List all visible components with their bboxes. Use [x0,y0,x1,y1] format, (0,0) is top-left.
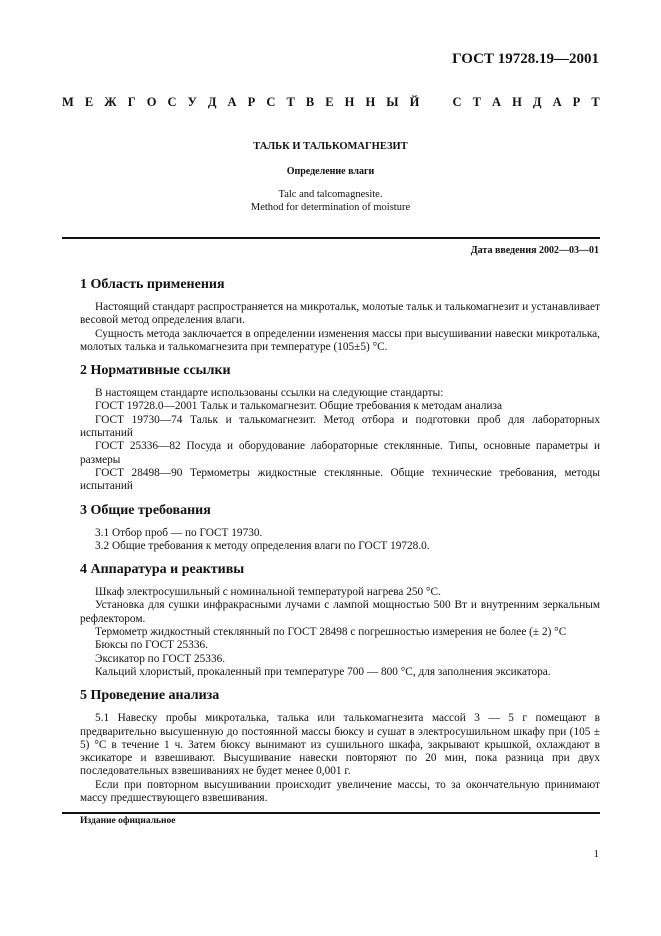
banner-letter: А [552,95,562,109]
banner-letter: Д [532,95,542,109]
document-code: ГОСТ 19728.19—2001 [452,51,599,67]
edition-label: Издание официальное [80,816,176,826]
english-subtitle: Method for determination of moisture [250,202,411,213]
paragraph: 5.1 Навеску пробы микроталька, талька или талькомагнезита массой 3 — 5 г помещают в предварительно высушенную до постоянной массы бюксу и сушат в электросушильном шкафу при (105 ± 5) °С в течение 1 ч. Затем бюксу вынимают из сушильного шкафа, закрывают крышкой, охлаждают в эксикаторе и взвешивают. Высушивание навески повторяют по 20 мин, пока разница при двух последовательных взвешиваниях не будет менее 0,001 г. [80,712,600,778]
banner-letter: С [266,95,276,109]
banner-letter: С [167,95,177,109]
banner-letter: Н [344,95,355,109]
banner-letter: У [187,95,197,109]
paragraph: ГОСТ 19728.0—2001 Тальк и талькомагнезит. Общие требования к методам анализа [95,400,503,413]
section-heading: 2 Нормативные ссылки [80,363,231,379]
interstate-standard-banner [62,95,600,110]
section [80,562,600,679]
paragraph: ГОСТ 25336—82 Посуда и оборудование лабораторные стеклянные. Типы, основные параметры и размеры [80,440,600,466]
paragraph: Термометр жидкостный стеклянный по ГОСТ 28498 с погрешностью измерения не более (± 2) °С [95,626,567,639]
paragraph: Настоящий стандарт распространяется на микротальк, молотые тальк и талькомагнезит и устанавливает весовой метод определения влаги. [80,301,600,327]
banner-letter: Д [207,95,217,109]
paragraph: ГОСТ 28498—90 Термометры жидкостные стеклянные. Общие технические требования, методы испытаний [80,466,600,493]
banner-letter: А [492,95,502,109]
banner-letter: А [227,95,237,109]
section [80,277,600,354]
english-title: Talc and talcomagnesite. [278,189,383,200]
banner-letter: Н [365,95,376,109]
banner-letter: В [305,95,315,109]
paragraph: В настоящем стандарте использованы ссылки на следующие стандарты: [95,387,444,400]
footer-divider [62,812,600,814]
paragraph: ГОСТ 19730—74 Тальк и талькомагнезит. Метод отбора и подготовки проб для лабораторных испытаний [80,413,600,440]
banner-letter: Е [84,95,94,109]
paragraph: Установка для сушки инфракрасными лучами с лампой мощностью 500 Вт и внутренним зеркальным рефлектором. [80,599,600,625]
banner-letter: Т [472,95,481,109]
banner-letter: Г [127,95,136,109]
paragraph: Эксикатор по ГОСТ 25336. [95,652,226,665]
page-number: 1 [593,848,599,860]
banner-letter: Е [325,95,334,109]
paragraph: Бюксы по ГОСТ 25336. [95,639,208,652]
section [80,688,600,805]
introduction-date: Дата введения 2002—03—01 [470,245,599,256]
banner-letter: Й [409,95,420,109]
banner-letter: Ж [104,95,117,109]
section-heading: 5 Проведение анализа [80,688,220,704]
header-divider [62,237,600,239]
document-subtitle: Определение влаги [286,166,375,177]
banner-letter: Т [591,95,600,109]
section-heading: 1 Область применения [80,277,225,292]
banner-letter: Р [572,95,581,109]
banner-letter: М [62,95,74,109]
document-title: ТАЛЬК И ТАЛЬКОМАГНЕЗИТ [253,141,408,152]
section [80,363,600,493]
section-heading: 3 Общие требования [80,502,211,518]
document-body [80,277,600,814]
banner-letter: О [146,95,157,109]
paragraph: 3.2 Общие требования к методу определения влаги по ГОСТ 19728.0. [95,539,430,552]
paragraph: Шкаф электросушильный с номинальной температурой нагрева 250 °С. [95,586,441,599]
paragraph: Сущность метода заключается в определении изменения массы при высушивании навески микроталька, молотых талька и талькомагнезита при температуре (105±5) °С. [80,327,600,353]
paragraph: Кальций хлористый, прокаленный при температуре 700 — 800 °С, для заполнения эксикатора. [95,665,551,678]
banner-letter: Н [512,95,522,109]
section-heading: 4 Аппаратура и реактивы [80,562,245,578]
banner-letter: С [452,95,462,109]
banner-letter: Р [247,95,256,109]
section [80,503,600,554]
paragraph: 3.1 Отбор проб — по ГОСТ 19730. [95,526,263,539]
banner-letter: Ы [386,95,399,109]
banner-letter: Т [286,95,295,109]
paragraph: Если при повторном высушивании происходит увеличение массы, то за окончательную принимают массу предшествующего взвешивания. [80,778,600,805]
